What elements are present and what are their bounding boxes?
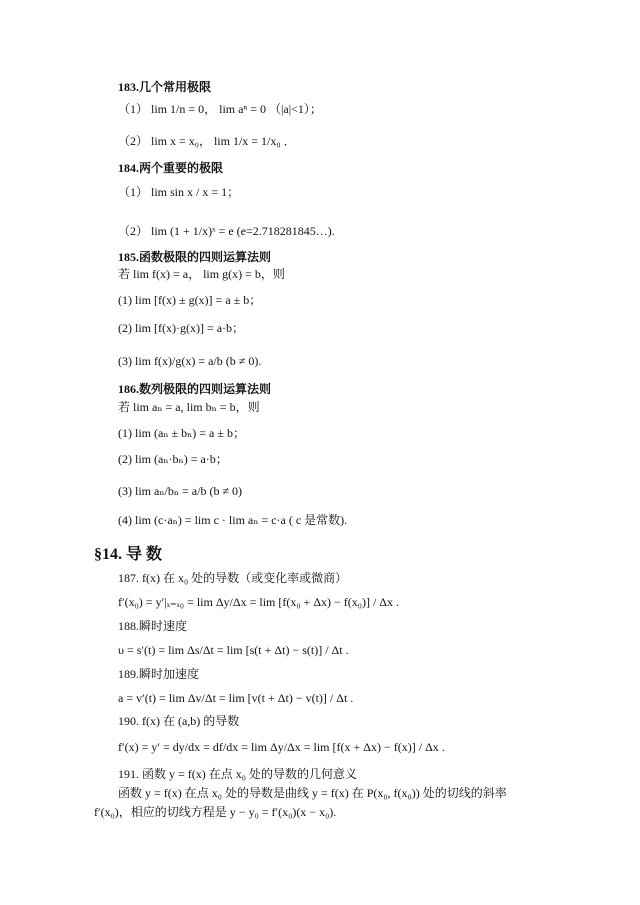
formula-line: (2) lim [f(x)·g(x)] = a·b； xyxy=(118,321,245,335)
formula-line: f′(x₀) = y′|ₓ₌ₓ₀ = lim Δy/Δx = lim [f(x₀ + Δx) − f(x₀)] / Δx . xyxy=(118,595,400,609)
formula-line: a = v′(t) = lim Δv/Δt = lim [v(t + Δt) − v(t)] / Δt . xyxy=(118,691,354,705)
section-183-title: 183.几个常用极限 xyxy=(118,80,212,94)
section-191-title: 191. 函数 y = f(x) 在点 x₀ 处的导数的几何意义 xyxy=(118,767,357,781)
formula-line: （2） lim (1 + 1/x)ˣ = e (e=2.718281845…). xyxy=(118,224,335,238)
section-188-title: 188.瞬时速度 xyxy=(118,619,188,633)
section-186-intro: 若 lim aₙ = a, lim bₙ = b，则 xyxy=(118,400,260,414)
formula-line: f′(x) = y′ = dy/dx = df/dx = lim Δy/Δx = lim [f(x + Δx) − f(x)] / Δx . xyxy=(118,740,445,754)
paragraph-line: 函数 y = f(x) 在点 x₀ 处的导数是曲线 y = f(x) 在 P(x₀, f(x₀)) 处的切线的斜率 xyxy=(118,786,507,800)
formula-line: υ = s′(t) = lim Δs/Δt = lim [s(t + Δt) − s(t)] / Δt . xyxy=(118,643,349,657)
watermark xyxy=(260,468,278,516)
formula-line: (4) lim (c·aₙ) = lim c · lim aₙ = c·a ( c 是常数). xyxy=(118,513,348,527)
section-190-title: 190. f(x) 在 (a,b) 的导数 xyxy=(118,714,240,728)
chapter-heading: §14. 导 数 xyxy=(94,546,163,563)
formula-line: （1） lim sin x / x = 1； xyxy=(118,185,240,199)
formula-line: (2) lim (aₙ·bₙ) = a·b； xyxy=(118,452,228,466)
formula-line: (1) lim (aₙ ± bₙ) = a ± b； xyxy=(118,426,245,440)
section-189-title: 189.瞬时加速度 xyxy=(118,667,200,681)
section-185-title: 185.函数极限的四则运算法则 xyxy=(118,250,272,264)
formula-line: (3) lim f(x)/g(x) = a/b (b ≠ 0). xyxy=(118,354,262,368)
section-184-title: 184.两个重要的极限 xyxy=(118,161,224,175)
paragraph-line: f′(x₀)，相应的切线方程是 y − y₀ = f′(x₀)(x − x₀). xyxy=(94,805,337,819)
section-187-title: 187. f(x) 在 x₀ 处的导数（或变化率或微商） xyxy=(118,571,348,585)
section-186-title: 186.数列极限的四则运算法则 xyxy=(118,382,272,396)
formula-line: （1） lim 1/n = 0， lim aⁿ = 0 （|a|<1）； xyxy=(118,102,322,116)
formula-line: (1) lim [f(x) ± g(x)] = a ± b； xyxy=(118,293,262,307)
formula-line: (3) lim aₙ/bₙ = a/b (b ≠ 0) xyxy=(118,484,243,498)
section-185-intro: 若 lim f(x) = a， lim g(x) = b，则 xyxy=(118,267,285,281)
formula-line: （2） lim x = x₀， lim 1/x = 1/x₀ ． xyxy=(118,134,296,148)
